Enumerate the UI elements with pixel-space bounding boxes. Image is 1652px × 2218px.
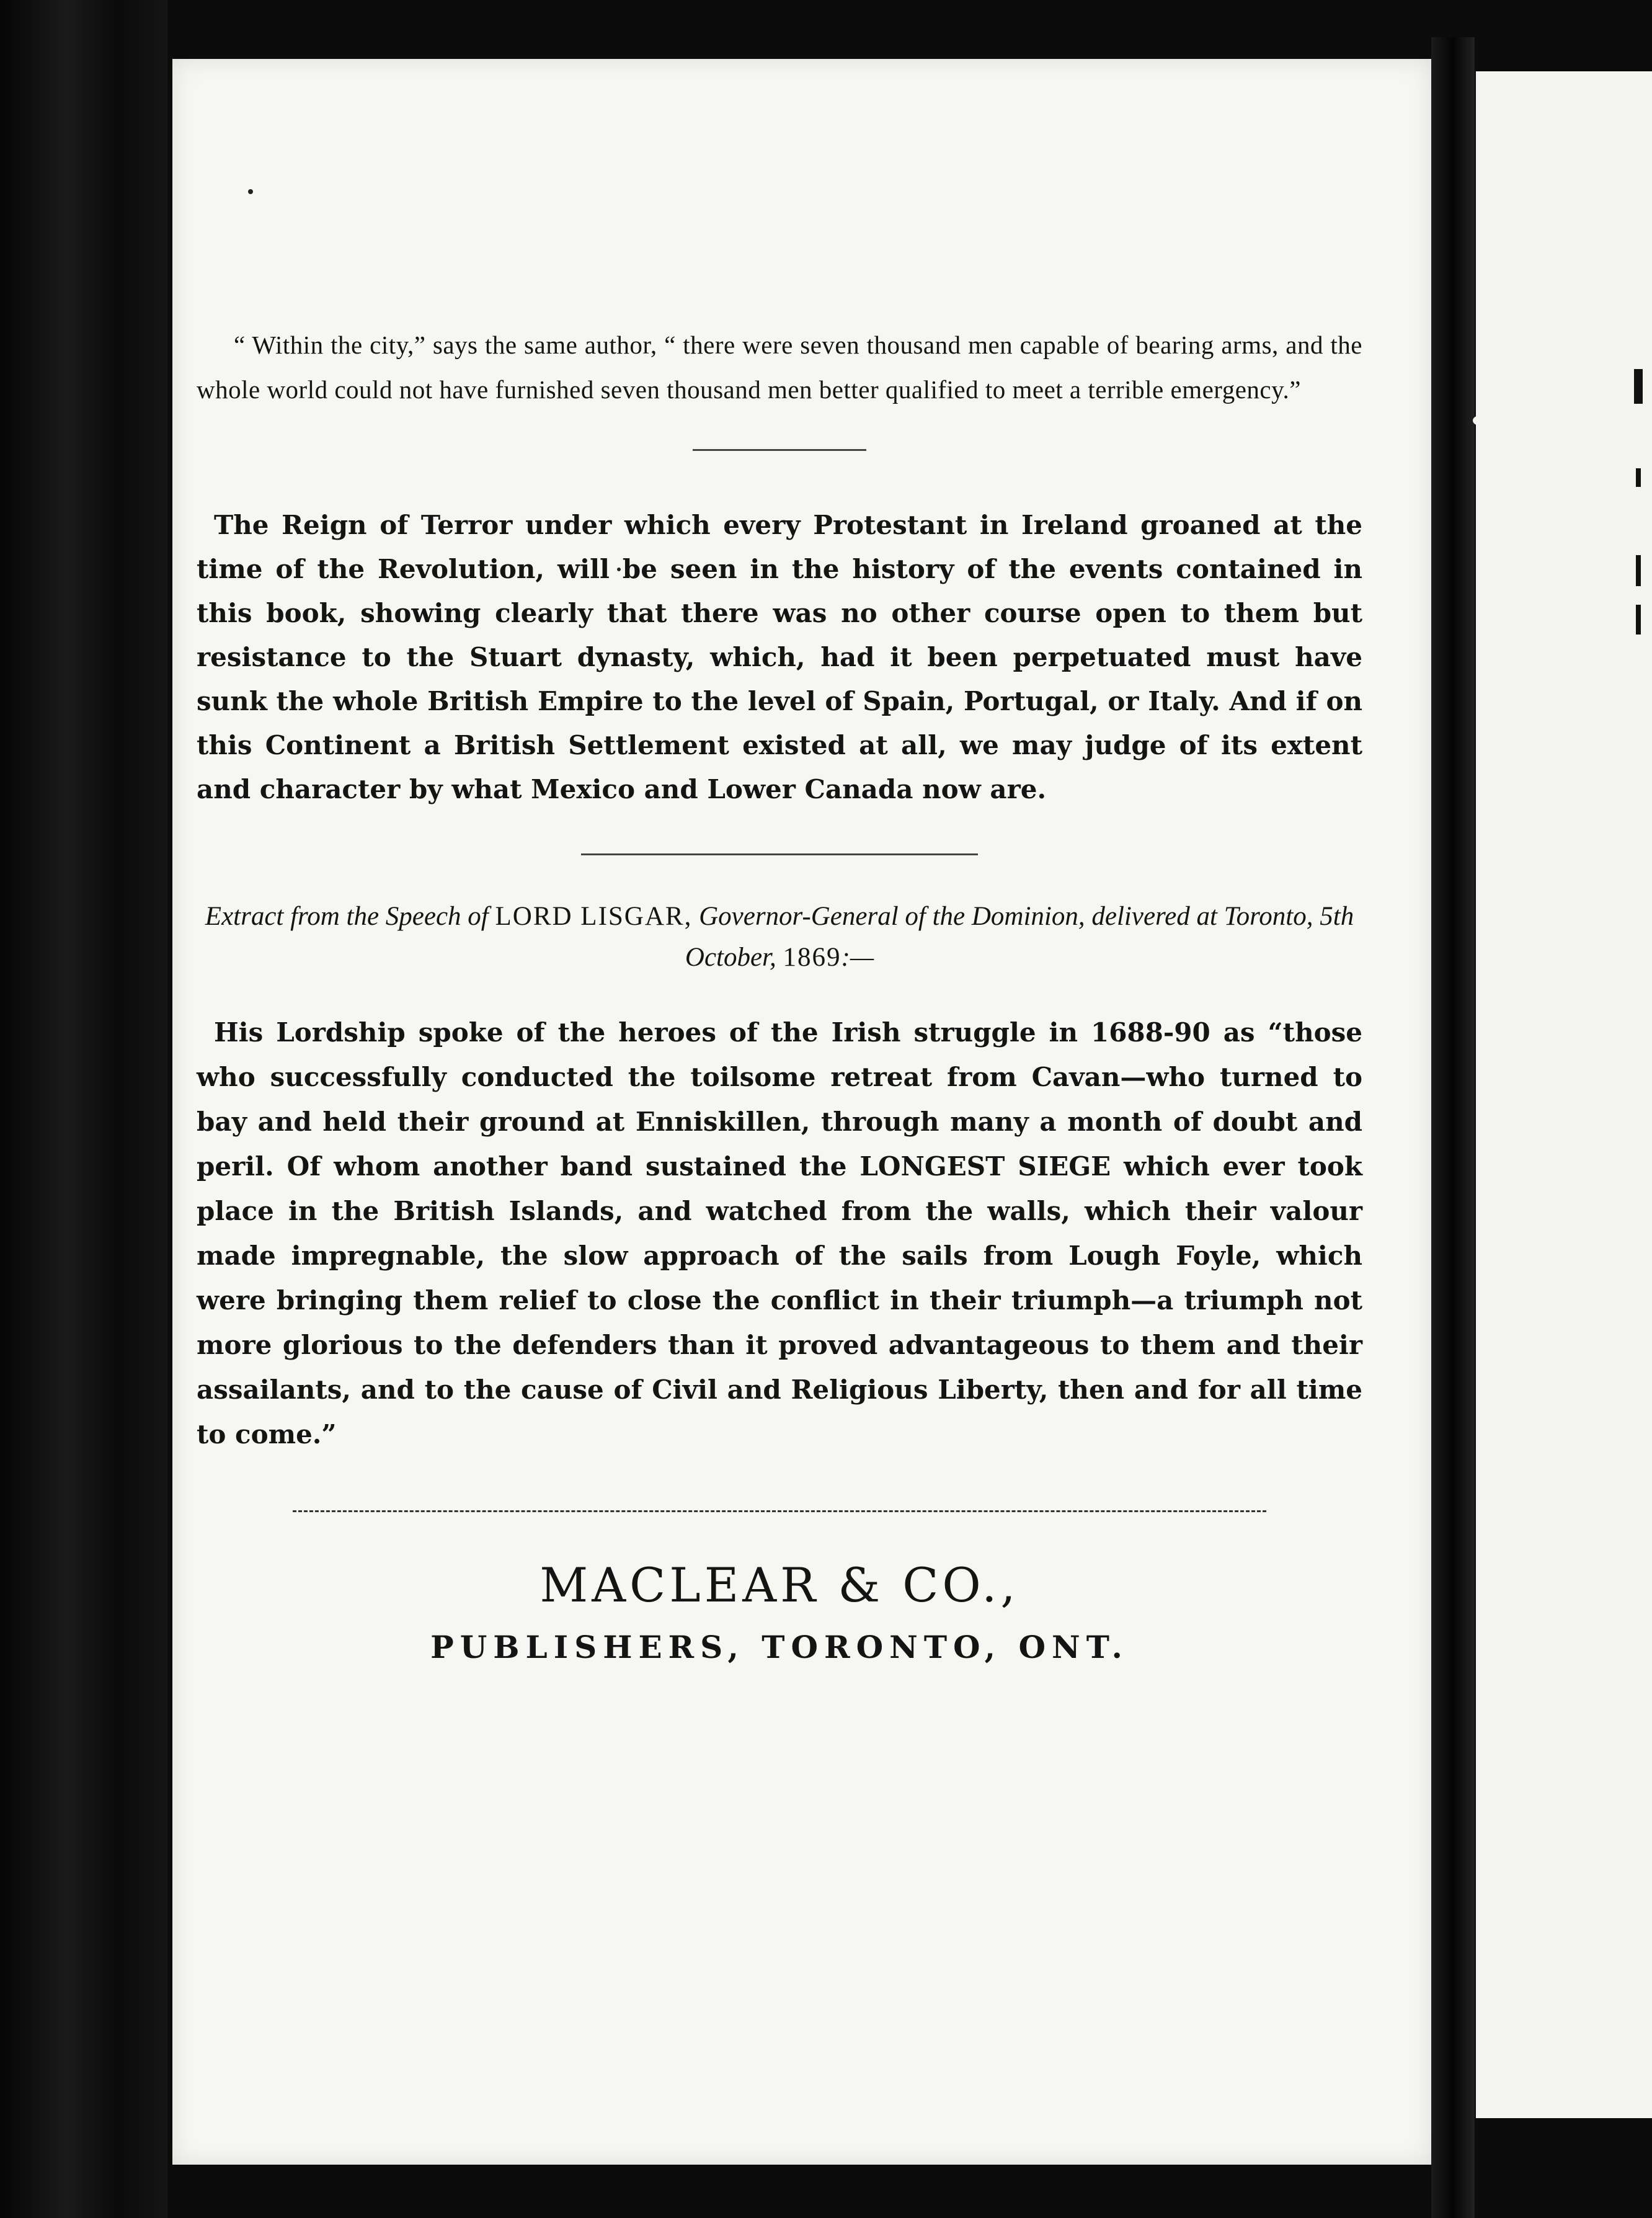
extract-title: Governor-General of the Dominion, delivered at Toronto, 5th October, <box>685 902 1354 972</box>
page-notch <box>1473 416 1486 425</box>
page-gutter <box>1431 37 1475 2218</box>
divider-rule <box>693 449 866 451</box>
extract-speaker: LORD LISGAR, <box>495 902 693 931</box>
speech-part2: which ever took place in the British Islands, and watched from the walls, which their valour made impregnable, the slow approach of the sails from Lough Foyle, which were bringing them relief to close the conflict in their triumph—a triumph not more glorious to the defenders than it proved advantageous to them and their assailants, and to the cause of Civil and Religious Liberty, then and for all time to come.” <box>197 1151 1362 1450</box>
publisher-line: PUBLISHERS, TORONTO, ONT. <box>430 1629 1129 1665</box>
reign-paragraph: The Reign of Terror under which every Protestant in Ireland groaned at the time of the Revolution, will be seen in the history of the events contained in this book, showing clearly that there was no other course open to them but resistance to the Stuart dynasty, which, had it been perpetuated must have sunk the whole British Empire to the level of Spain, Portugal, or Italy. And if on this Continent a British Settlement existed at all, we may judge of its extent and character by what Mexico and Lower Canada now are. <box>197 510 1362 804</box>
divider-rule <box>293 1510 1266 1512</box>
divider-rule <box>581 853 978 855</box>
adjacent-page-edge <box>1476 71 1652 2118</box>
book-binding <box>0 0 167 2218</box>
dust-speck <box>248 189 253 194</box>
speech-part1: His Lordship spoke of the heroes of the Irish struggle in 1688-90 as “those who successfully conducted the toilsome retreat from Cavan—who turned to bay and held their ground at Enniskillen, through many a month of doubt and peril. Of whom another band sustained the <box>197 1017 1362 1182</box>
extract-suffix: :— <box>841 943 874 972</box>
page-content <box>197 323 1362 1665</box>
speech-emphasis: LONGEST SIEGE <box>859 1151 1111 1182</box>
quote-paragraph: “ Within the city,” says the same author, “ there were seven thousand men capable of bearing arms, and the whole world could not have furnished seven thousand men better qualified to meet a terrible emergency.” <box>197 331 1362 404</box>
extract-year: 1869 <box>783 943 842 972</box>
speech-paragraph <box>197 1010 1362 1457</box>
extract-prefix: Extract from the Speech of <box>205 902 489 931</box>
publisher-name: MACLEAR & CO., <box>540 1557 1019 1613</box>
extract-heading <box>197 896 1362 978</box>
